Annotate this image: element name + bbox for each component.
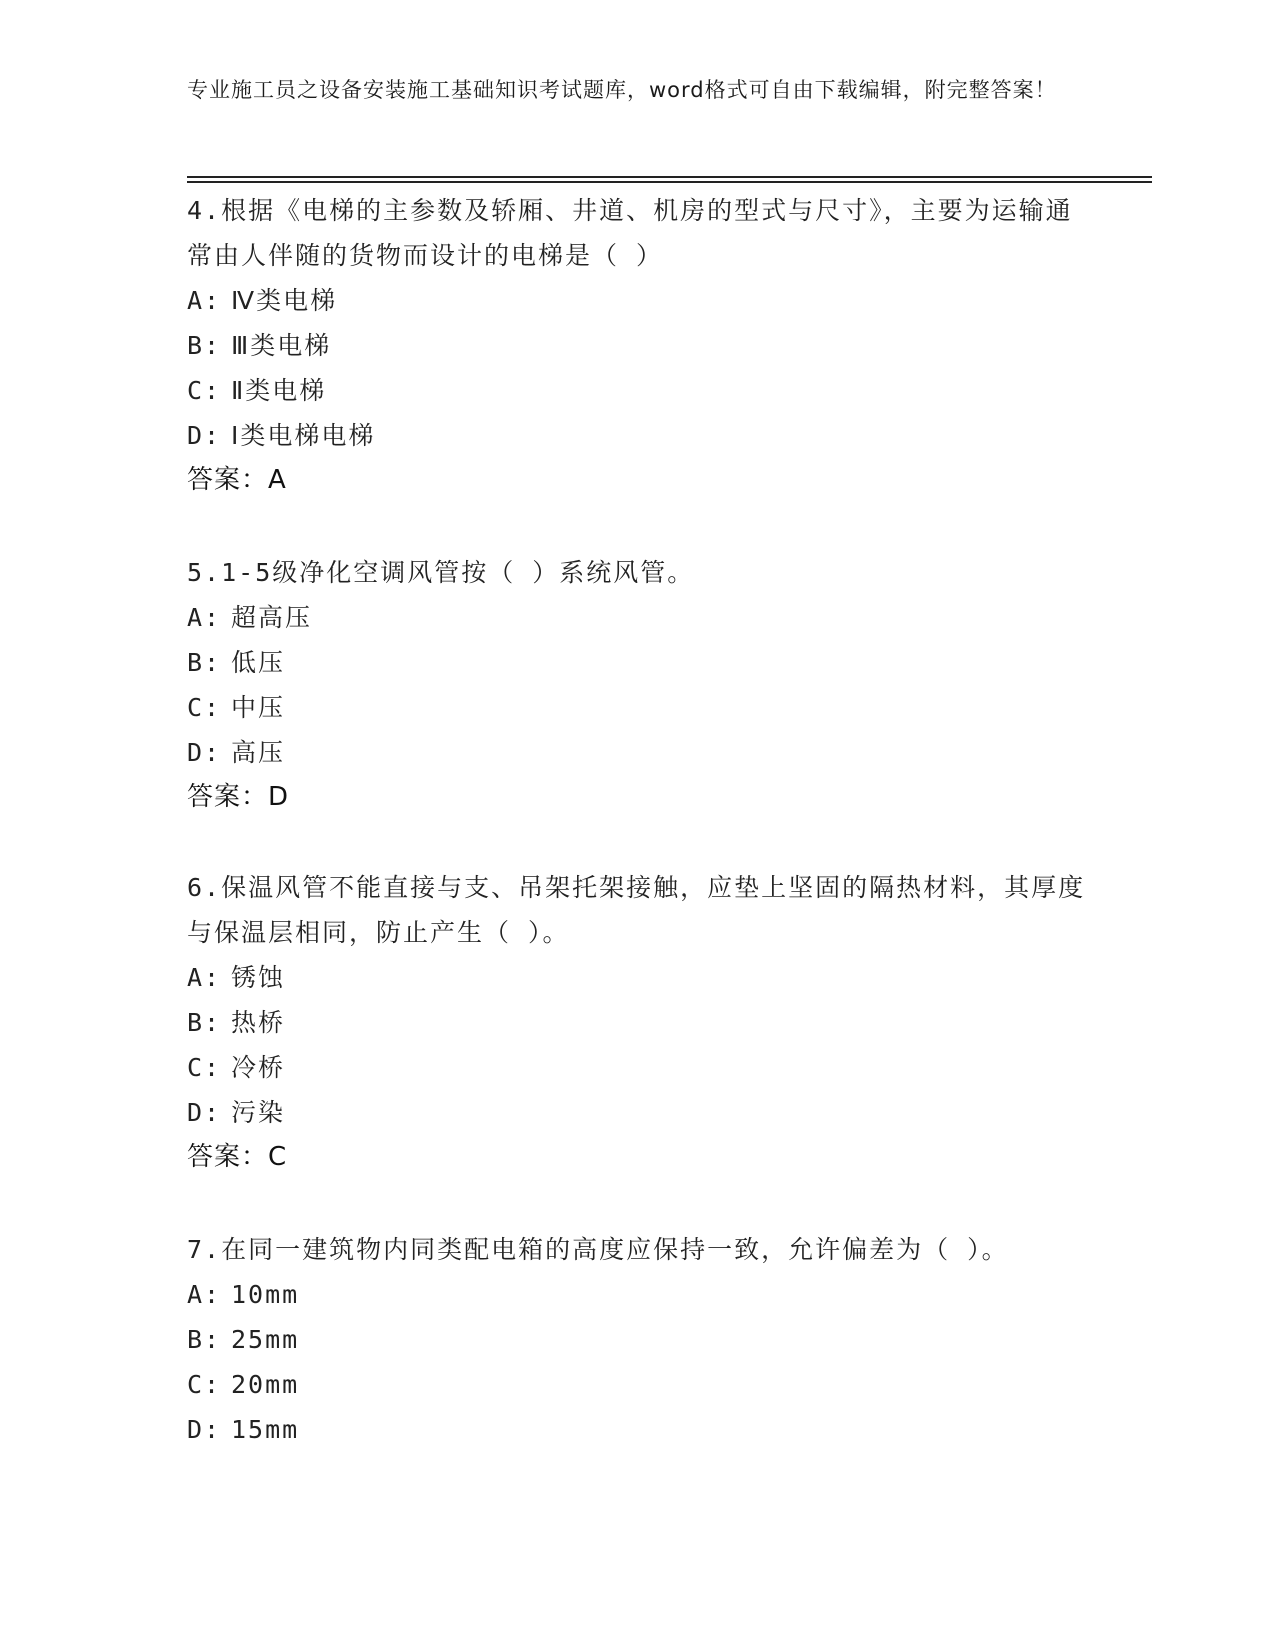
option-a — [187, 1272, 1087, 1317]
option-key: B: — [187, 1325, 222, 1354]
option-text: Ⅲ类电梯 — [231, 331, 332, 360]
option-key: A: — [187, 963, 222, 992]
option-key: B: — [187, 1008, 222, 1037]
question-block — [187, 865, 1087, 1180]
option-text: 低压 — [231, 648, 286, 677]
option-d — [187, 730, 1087, 775]
option-c — [187, 1362, 1087, 1407]
option-b — [187, 1000, 1087, 1045]
option-c — [187, 1045, 1087, 1090]
option-key: C: — [187, 693, 222, 722]
option-c — [187, 368, 1087, 413]
option-text: 超高压 — [231, 603, 313, 632]
option-a — [187, 955, 1087, 1000]
option-text: 高压 — [231, 738, 286, 767]
option-text: 污染 — [231, 1098, 286, 1127]
answer-line: 答案：D — [187, 782, 290, 812]
question-stem: 5.1-5级净化空调风管按（ ）系统风管。 — [187, 558, 695, 587]
option-key: A: — [187, 603, 222, 632]
option-text: Ⅰ类电梯电梯 — [231, 421, 376, 450]
option-b — [187, 1317, 1087, 1362]
option-key: C: — [187, 376, 222, 405]
option-d — [187, 413, 1087, 458]
question-stem: 7.在同一建筑物内同类配电箱的高度应保持一致，允许偏差为（ ）。 — [187, 1235, 1009, 1264]
option-text: 20mm — [231, 1370, 300, 1399]
option-text: Ⅳ类电梯 — [231, 286, 338, 315]
option-text: Ⅱ类电梯 — [231, 376, 327, 405]
option-key: D: — [187, 1415, 222, 1444]
option-key: D: — [187, 738, 222, 767]
option-text: 锈蚀 — [231, 963, 286, 992]
header-divider-bottom — [187, 181, 1152, 183]
option-key: B: — [187, 331, 222, 360]
option-key: D: — [187, 421, 222, 450]
answer-line: 答案：C — [187, 1142, 288, 1172]
answer-line: 答案：A — [187, 465, 287, 495]
option-text: 25mm — [231, 1325, 300, 1354]
option-text: 10mm — [231, 1280, 300, 1309]
option-b — [187, 640, 1087, 685]
option-c — [187, 685, 1087, 730]
option-b — [187, 323, 1087, 368]
option-key: D: — [187, 1098, 222, 1127]
option-text: 15mm — [231, 1415, 300, 1444]
question-stem: 6.保温风管不能直接与支、吊架托架接触，应垫上坚固的隔热材料，其厚度与保温层相同，防止产生（ ）。 — [187, 873, 1086, 947]
option-d — [187, 1090, 1087, 1135]
header-divider-top — [187, 176, 1152, 178]
option-text: 冷桥 — [231, 1053, 286, 1082]
option-key: B: — [187, 648, 222, 677]
document-intro: 专业施工员之设备安装施工基础知识考试题库，word格式可自由下载编辑，附完整答案！ — [187, 78, 1057, 102]
option-a — [187, 595, 1087, 640]
question-block — [187, 188, 1087, 503]
option-key: A: — [187, 1280, 222, 1309]
question-block — [187, 1227, 1087, 1452]
question-stem: 4.根据《电梯的主参数及轿厢、井道、机房的型式与尺寸》，主要为运输通常由人伴随的货物而设计的电梯是（ ） — [187, 196, 1073, 270]
question-block — [187, 550, 1087, 820]
option-text: 热桥 — [231, 1008, 286, 1037]
option-key: C: — [187, 1370, 222, 1399]
option-a — [187, 278, 1087, 323]
option-d — [187, 1407, 1087, 1452]
option-text: 中压 — [231, 693, 286, 722]
option-key: A: — [187, 286, 222, 315]
option-key: C: — [187, 1053, 222, 1082]
